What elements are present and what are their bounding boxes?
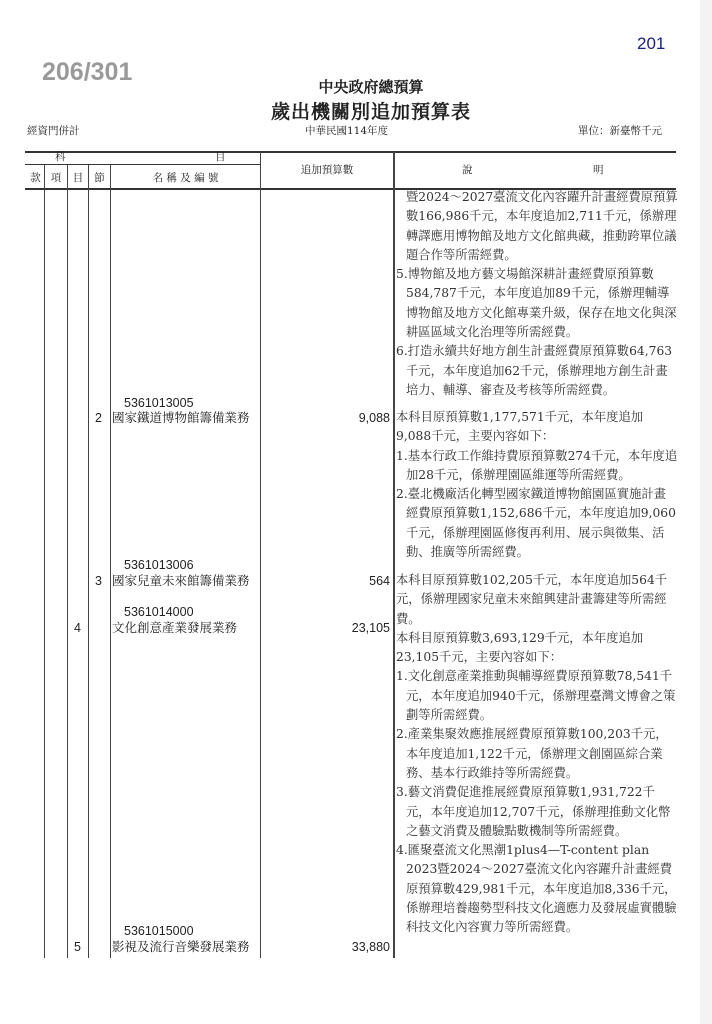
header-name: 名 稱 及 編 號 bbox=[152, 172, 219, 184]
desc-item: 1.基本行政工作維持費原預算數274千元，本年度追加28千元，係辦理園區維運等所需經費。 bbox=[396, 448, 678, 482]
desc-item: 2.臺北機廠活化轉型國家鐵道博物館園區實施計畫經費原預算數1,152,686千元，本年度追加9,060千元，係辦理園區修復再利用、展示與徵集、活動、推廣等所需經費。 bbox=[396, 487, 676, 560]
desc-item: 4.匯聚臺流文化黑潮1plus4—T-content plan 2023暨2024～2027臺流文化內容躍升計畫經費原預算數429,981千元，本年度追加8,336千元，係辦理培養趨勢型科技文化適應力及發展虛實體驗科技文化內容實力等所需經費。 bbox=[396, 843, 677, 935]
page-number: 201 bbox=[637, 34, 666, 53]
desc-intro: 本科目原預算數102,205千元，本年度追加564千元，係辦理國家兒童未來館興建計畫籌建等所需經費。 bbox=[396, 573, 668, 626]
desc-intro: 本科目原預算數1,177,571千元，本年度追加9,088千元，主要內容如下： bbox=[396, 410, 644, 444]
desc-intro: 本科目原預算數3,693,129千元，本年度追加23,105千元，主要內容如下： bbox=[396, 630, 644, 665]
col-divider bbox=[393, 152, 395, 958]
col-divider bbox=[110, 165, 111, 958]
item-code: 5361013005 bbox=[124, 396, 194, 410]
item-amount: 9,088 bbox=[358, 411, 390, 425]
desc-item: 5.博物館及地方藝文場館深耕計畫經費原預算數584,787千元，本年度追加89千元，係辦理輔導博物館及地方文化館專業升級，保存在地文化與深耕區區域文化治理等所需經費。 bbox=[396, 267, 677, 340]
header-divider bbox=[25, 164, 260, 165]
col-divider bbox=[260, 152, 261, 958]
header-amount: 追加預算數 bbox=[300, 164, 354, 176]
item-name: 國家鐵道博物館籌備業務 bbox=[112, 410, 250, 425]
page-counter: 206/301 bbox=[42, 58, 133, 86]
header-mu: 目 bbox=[215, 151, 226, 163]
doc-subtitle: 歲出機關別追加預算表 bbox=[270, 101, 471, 123]
header-ke: 科 bbox=[55, 151, 66, 163]
item-name: 影視及流行音樂發展業務 bbox=[112, 939, 250, 954]
item-amount: 564 bbox=[369, 574, 390, 588]
table-top-border bbox=[25, 151, 676, 153]
mu-number: 5 bbox=[74, 940, 81, 954]
desc-item: 1.文化創意產業推動與輔導經費原預算數78,541千元，本年度追加940千元，係辦理臺灣文博會之策劃等所需經費。 bbox=[396, 669, 676, 723]
header-kuan: 款 bbox=[30, 172, 41, 184]
unit-label: 單位：新臺幣千元 bbox=[578, 125, 662, 137]
col-divider bbox=[88, 165, 89, 958]
page-edge bbox=[700, 0, 712, 1024]
item-amount: 23,105 bbox=[351, 621, 390, 635]
header-jie: 節 bbox=[94, 172, 105, 184]
header-mu-col: 目 bbox=[72, 172, 84, 184]
fiscal-year: 中華民國114年度 bbox=[305, 125, 389, 137]
header-xiang: 項 bbox=[50, 172, 62, 184]
item-name: 國家兒童未來館籌備業務 bbox=[112, 573, 250, 588]
col-divider bbox=[44, 190, 45, 958]
item-amount: 33,880 bbox=[351, 940, 390, 954]
desc-item: 6.打造永續共好地方創生計畫經費原預算數64,763千元，本年度追加62千元，係辦理地方創生計畫培力、輔導、審查及考核等所需經費。 bbox=[396, 344, 673, 397]
item-code: 5361014000 bbox=[124, 605, 194, 619]
continuation-text bbox=[396, 188, 678, 408]
desc-item: 暨2024～2027臺流文化內容躍升計畫經費原預算數166,986千元，本年度追加2,711千元，係辦理轉譯應用博物館及地方文化館典藏，推動跨單位議題合作等所需經費。 bbox=[406, 190, 678, 262]
mu-number: 4 bbox=[74, 621, 81, 635]
desc-item: 3.藝文消費促進推展經費原預算數1,931,722千元，本年度追加12,707千元，係辦理推動文化幣之藝文消費及體驗點數機制等所需經費。 bbox=[396, 785, 671, 838]
desc-item: 2.產業集聚效應推展經費原預算數100,203千元，本年度追加1,122千元，係辦理文創園區綜合業務、基本行政維持等所需經費。 bbox=[396, 727, 668, 780]
header-explain-2: 明 bbox=[593, 164, 604, 176]
jie-number: 2 bbox=[95, 411, 102, 425]
doc-title: 中央政府總預算 bbox=[318, 78, 424, 96]
item-description bbox=[396, 629, 678, 938]
col-divider bbox=[67, 165, 68, 958]
jie-number: 3 bbox=[95, 574, 102, 588]
explanation-column bbox=[396, 188, 678, 938]
item-description bbox=[396, 571, 678, 629]
item-name: 文化創意產業發展業務 bbox=[112, 620, 238, 635]
header-explain-1: 說 bbox=[462, 164, 473, 176]
item-description bbox=[396, 408, 678, 571]
item-code: 5361015000 bbox=[124, 924, 194, 938]
category-label: 經資門併計 bbox=[27, 125, 80, 137]
item-code: 5361013006 bbox=[124, 558, 194, 572]
